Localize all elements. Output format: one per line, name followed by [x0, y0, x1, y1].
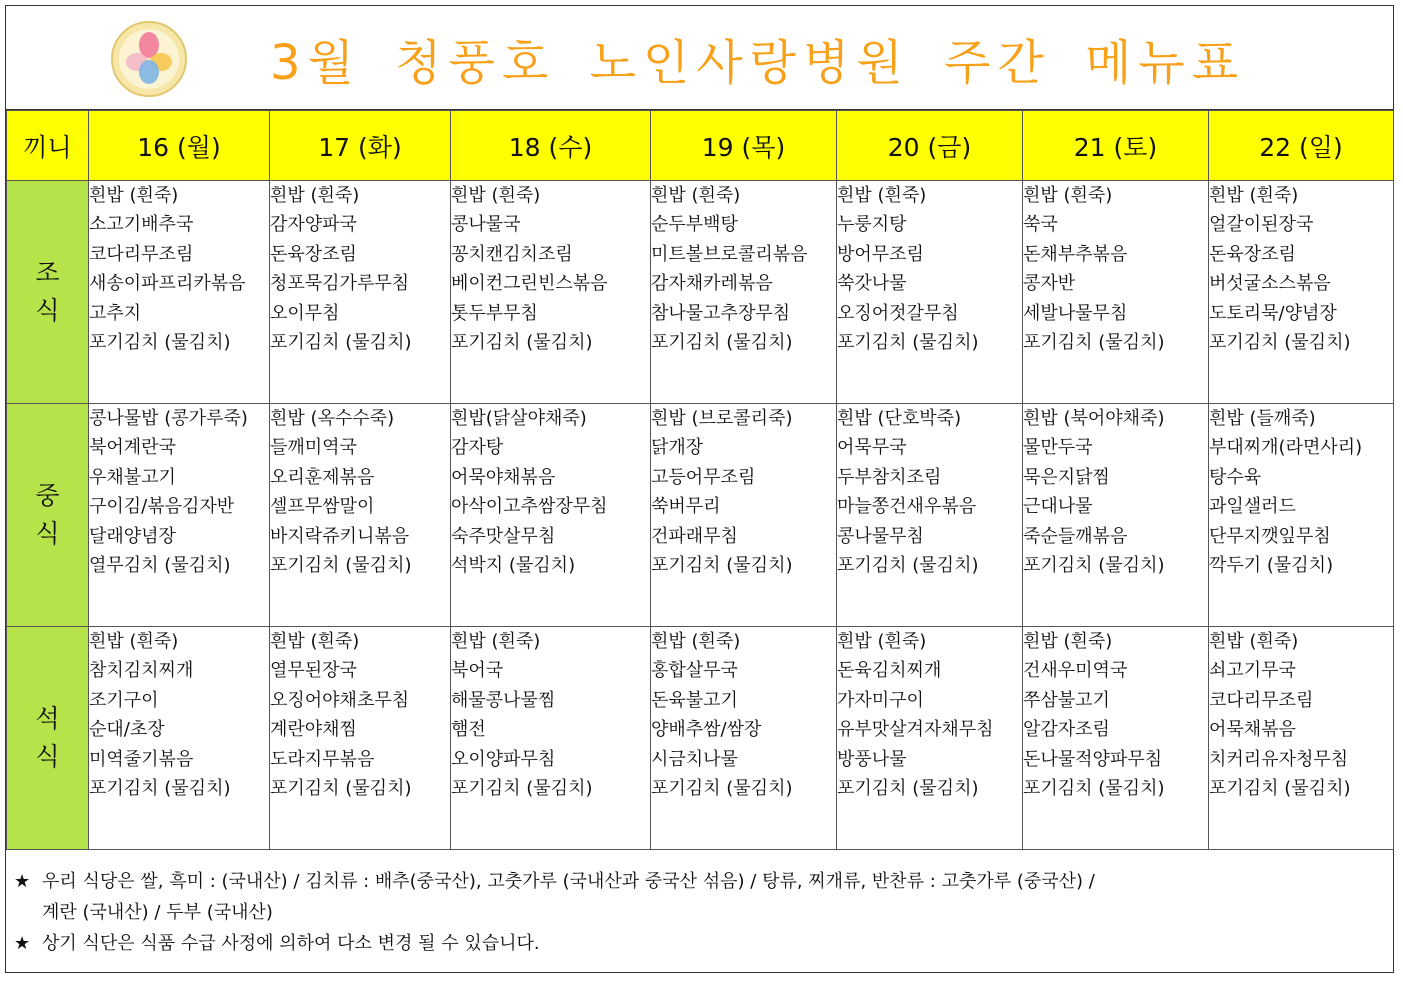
meal-label	[7, 404, 89, 627]
menu-item: 흰밥 (브로콜리죽)	[651, 408, 793, 429]
menu-item: 방어무조림	[837, 243, 924, 265]
menu-cell	[89, 627, 270, 850]
menu-item: 포기김치 (물김치)	[1023, 778, 1165, 800]
menu-item: 오이무침	[270, 302, 340, 324]
menu-item: 흰밥 (흰죽)	[270, 185, 360, 206]
menu-item: 흰밥 (흰죽)	[1023, 631, 1113, 652]
menu-cell	[89, 181, 270, 404]
menu-item: 참치김치찌개	[89, 660, 194, 682]
menu-item: 흰밥(닭살야채죽)	[451, 408, 587, 429]
menu-item: 달래양념장	[89, 525, 176, 547]
menu-item: 흰밥 (흰죽)	[651, 185, 741, 206]
menu-item: 쑥갓나물	[837, 273, 907, 295]
menu-item: 숙주맛살무침	[451, 525, 556, 547]
menu-item: 열무김치 (물김치)	[89, 555, 231, 577]
star-icon: ★	[14, 933, 31, 954]
menu-item: 도라지무볶음	[270, 748, 375, 770]
meal-row	[7, 404, 1394, 627]
star-icon: ★	[14, 871, 31, 892]
menu-item: 흰밥 (흰죽)	[837, 631, 927, 652]
meal-row	[7, 181, 1394, 404]
menu-item: 구이김/볶음김자반	[89, 496, 235, 518]
menu-item: 쭈삼불고기	[1023, 689, 1110, 711]
menu-item: 오리훈제볶음	[270, 466, 375, 488]
menu-item: 유부맛살겨자채무침	[837, 719, 994, 741]
menu-item: 시금치나물	[651, 748, 738, 770]
meal-label-char: 식	[35, 296, 60, 325]
menu-cell	[651, 181, 837, 404]
menu-item: 물만두국	[1023, 437, 1093, 459]
day-header: 18 (수)	[451, 111, 651, 181]
menu-item: 새송이파프리카볶음	[89, 273, 246, 295]
menu-cell	[89, 404, 270, 627]
menu-item: 포기김치 (물김치)	[1023, 332, 1165, 354]
day-header: 16 (월)	[89, 111, 270, 181]
menu-item: 감자채카레볶음	[651, 273, 773, 295]
menu-item: 돈채부추볶음	[1023, 243, 1128, 265]
menu-item: 소고기배추국	[89, 214, 194, 236]
corner-header: 끼니	[7, 111, 89, 181]
menu-item: 북어국	[451, 660, 504, 682]
menu-item: 흰밥 (흰죽)	[1209, 631, 1299, 652]
note-line	[14, 866, 1384, 897]
meal-label-char: 식	[35, 742, 60, 771]
menu-item: 햄전	[451, 719, 486, 741]
menu-item: 흰밥 (흰죽)	[451, 631, 541, 652]
menu-item: 포기김치 (물김치)	[451, 778, 593, 800]
meal-row	[7, 627, 1394, 850]
menu-item: 흰밥 (북어야채죽)	[1023, 408, 1165, 429]
menu-item: 과일샐러드	[1209, 496, 1296, 518]
menu-item: 오징어야채초무침	[270, 689, 410, 711]
menu-item: 포기김치 (물김치)	[89, 778, 231, 800]
menu-item: 순대/초장	[89, 719, 165, 741]
menu-item: 포기김치 (물김치)	[1209, 332, 1351, 354]
menu-item: 어묵무국	[837, 437, 907, 459]
menu-item: 포기김치 (물김치)	[837, 332, 979, 354]
menu-item: 포기김치 (물김치)	[651, 555, 793, 577]
menu-item: 양배추쌈/쌈장	[651, 719, 762, 741]
menu-item: 흰밥 (흰죽)	[89, 631, 179, 652]
menu-item: 미트볼브로콜리볶음	[651, 243, 808, 265]
menu-item: 포기김치 (물김치)	[837, 778, 979, 800]
footnotes	[14, 866, 1384, 959]
meal-label	[7, 627, 89, 850]
menu-item: 코다리무조림	[1209, 689, 1314, 711]
menu-cell	[651, 627, 837, 850]
menu-item: 계란야채찜	[270, 719, 357, 741]
menu-item: 셀프무쌈말이	[270, 496, 375, 518]
menu-item: 흰밥 (흰죽)	[270, 631, 360, 652]
menu-item: 순두부백탕	[651, 214, 738, 236]
menu-cell	[837, 181, 1023, 404]
menu-item: 죽순들깨볶음	[1023, 525, 1128, 547]
menu-item: 포기김치 (물김치)	[837, 555, 979, 577]
menu-cell	[1209, 627, 1394, 850]
menu-item: 청포묵김가루무침	[270, 273, 410, 295]
menu-item: 흰밥 (흰죽)	[837, 185, 927, 206]
hospital-logo	[110, 20, 188, 98]
menu-item: 어묵야채볶음	[451, 466, 556, 488]
menu-item: 바지락쥬키니볶음	[270, 525, 410, 547]
menu-item: 포기김치 (물김치)	[270, 332, 412, 354]
menu-cell	[451, 627, 651, 850]
menu-item: 돈육장조림	[1209, 243, 1296, 265]
menu-item: 가자미구이	[837, 689, 924, 711]
menu-item: 방풍나물	[837, 748, 907, 770]
menu-item: 북어계란국	[89, 437, 176, 459]
menu-cell	[1023, 404, 1209, 627]
menu-item: 세발나물무침	[1023, 302, 1128, 324]
menu-item: 단무지깻잎무침	[1209, 525, 1331, 547]
menu-item: 건파래무침	[651, 525, 738, 547]
menu-item: 해물콩나물찜	[451, 689, 556, 711]
menu-item: 꽁치캔김치조림	[451, 243, 573, 265]
menu-item: 콩나물밥 (콩가루죽)	[89, 408, 248, 429]
meal-label-char: 식	[35, 519, 60, 548]
menu-item: 오징어젓갈무침	[837, 302, 959, 324]
day-header: 19 (목)	[651, 111, 837, 181]
menu-item: 치커리유자청무침	[1209, 748, 1349, 770]
menu-item: 홍합살무국	[651, 660, 738, 682]
menu-item: 포기김치 (물김치)	[270, 555, 412, 577]
menu-item: 포기김치 (물김치)	[451, 332, 593, 354]
menu-cell	[1023, 181, 1209, 404]
note-line	[14, 928, 1384, 959]
menu-cell	[451, 181, 651, 404]
menu-item: 석박지 (물김치)	[451, 555, 576, 577]
menu-item: 흰밥 (옥수수죽)	[270, 408, 395, 429]
menu-item: 버섯굴소스볶음	[1209, 273, 1331, 295]
menu-cell	[270, 181, 451, 404]
menu-item: 참나물고추장무침	[651, 302, 791, 324]
menu-item: 돈육장조림	[270, 243, 357, 265]
menu-cell	[270, 627, 451, 850]
menu-item: 콩자반	[1023, 273, 1076, 295]
day-header: 20 (금)	[837, 111, 1023, 181]
menu-item: 코다리무조림	[89, 243, 194, 265]
menu-item: 어묵채볶음	[1209, 719, 1296, 741]
day-header: 22 (일)	[1209, 111, 1394, 181]
menu-item: 들깨미역국	[270, 437, 357, 459]
menu-item: 감자탕	[451, 437, 504, 459]
menu-item: 돈육김치찌개	[837, 660, 942, 682]
menu-item: 돈나물적양파무침	[1023, 748, 1163, 770]
meal-label	[7, 181, 89, 404]
note-text: 상기 식단은 식품 수급 사정에 의하여 다소 변경 될 수 있습니다.	[42, 933, 540, 954]
menu-item: 흰밥 (흰죽)	[1023, 185, 1113, 206]
menu-item: 미역줄기볶음	[89, 748, 194, 770]
menu-cell	[837, 627, 1023, 850]
note-text: 계란 (국내산) / 두부 (국내산)	[42, 902, 273, 923]
menu-item: 탕수육	[1209, 466, 1262, 488]
menu-item: 흰밥 (흰죽)	[1209, 185, 1299, 206]
menu-item: 포기김치 (물김치)	[89, 332, 231, 354]
menu-cell	[1209, 404, 1394, 627]
menu-item: 두부참치조림	[837, 466, 942, 488]
menu-item: 닭개장	[651, 437, 704, 459]
menu-item: 감자양파국	[270, 214, 357, 236]
day-header: 21 (토)	[1023, 111, 1209, 181]
menu-item: 쇠고기무국	[1209, 660, 1296, 682]
weekly-menu-table	[6, 110, 1394, 850]
menu-item: 포기김치 (물김치)	[651, 332, 793, 354]
menu-item: 도토리묵/양념장	[1209, 302, 1337, 324]
menu-item: 고추지	[89, 302, 142, 324]
header-row	[7, 111, 1394, 181]
menu-item: 포기김치 (물김치)	[270, 778, 412, 800]
menu-item: 알감자조림	[1023, 719, 1110, 741]
menu-item: 묵은지닭찜	[1023, 466, 1110, 488]
menu-item: 톳두부무침	[451, 302, 538, 324]
menu-item: 건새우미역국	[1023, 660, 1128, 682]
menu-item: 콩나물국	[451, 214, 521, 236]
menu-item: 포기김치 (물김치)	[651, 778, 793, 800]
menu-item: 콩나물무침	[837, 525, 924, 547]
menu-item: 흰밥 (단호박죽)	[837, 408, 962, 429]
meal-label-char: 조	[35, 258, 60, 287]
menu-item: 근대나물	[1023, 496, 1093, 518]
menu-cell	[1209, 181, 1394, 404]
menu-item: 돈육불고기	[651, 689, 738, 711]
menu-item: 깍두기 (물김치)	[1209, 555, 1334, 577]
menu-cell	[837, 404, 1023, 627]
menu-item: 포기김치 (물김치)	[1209, 778, 1351, 800]
menu-item: 포기김치 (물김치)	[1023, 555, 1165, 577]
menu-item: 아삭이고추쌈장무침	[451, 496, 608, 518]
note-line	[14, 897, 1384, 928]
menu-cell	[651, 404, 837, 627]
menu-item: 흰밥 (흰죽)	[89, 185, 179, 206]
menu-item: 흰밥 (들깨죽)	[1209, 408, 1316, 429]
menu-item: 흰밥 (흰죽)	[451, 185, 541, 206]
menu-item: 누룽지탕	[837, 214, 907, 236]
menu-item: 베이컨그린빈스볶음	[451, 273, 608, 295]
menu-cell	[270, 404, 451, 627]
menu-item: 부대찌개(라면사리)	[1209, 437, 1363, 459]
day-header: 17 (화)	[270, 111, 451, 181]
meal-label-char: 중	[35, 481, 60, 510]
menu-cell	[451, 404, 651, 627]
note-text: 우리 식당은 쌀, 흑미 : (국내산) / 김치류 : 배추(중국산), 고춧가루 (국내산과 중국산 섞음) / 탕류, 찌개류, 반찬류 : 고춧가루 (중국산) /	[42, 871, 1095, 892]
menu-item: 열무된장국	[270, 660, 357, 682]
menu-cell	[1023, 627, 1209, 850]
menu-item: 오이양파무침	[451, 748, 556, 770]
meal-label-char: 석	[35, 704, 60, 733]
page-title: 3월 청풍호 노인사랑병원 주간 메뉴표	[270, 35, 1246, 91]
menu-item: 우채불고기	[89, 466, 176, 488]
menu-item: 쑥국	[1023, 214, 1058, 236]
menu-item: 마늘쫑건새우볶음	[837, 496, 977, 518]
menu-item: 얼갈이된장국	[1209, 214, 1314, 236]
menu-item: 쑥버무리	[651, 496, 721, 518]
menu-item: 흰밥 (흰죽)	[651, 631, 741, 652]
menu-item: 고등어무조림	[651, 466, 756, 488]
menu-item: 조기구이	[89, 689, 159, 711]
